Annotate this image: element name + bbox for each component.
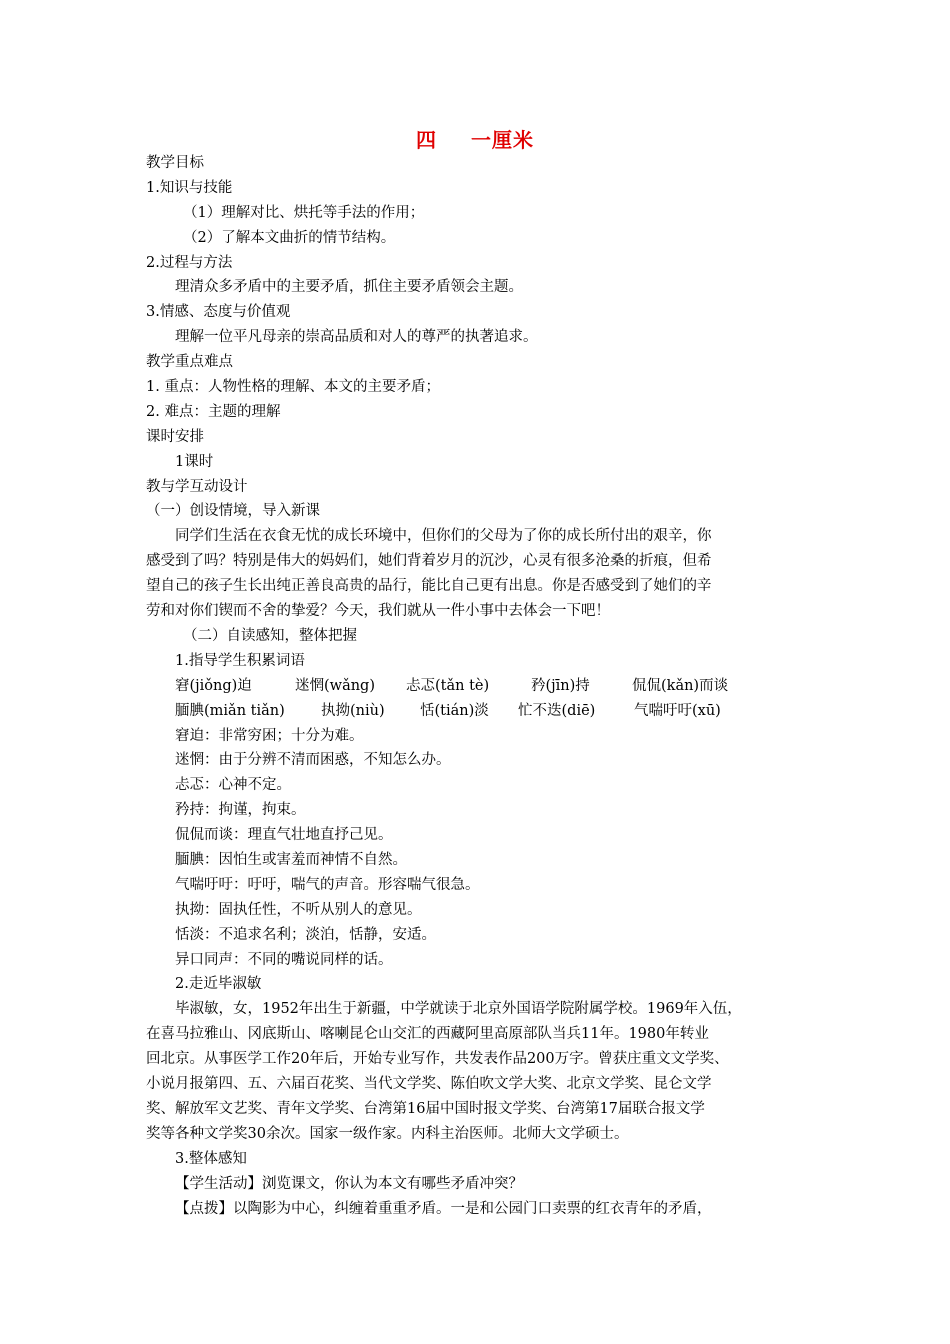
- section-two-heading: （二）自读感知，整体把握: [183, 627, 357, 644]
- vocab-word: 忐忑(tǎn tè): [406, 677, 490, 694]
- vocab-word: 窘(jiǒng)迫: [175, 677, 252, 694]
- definition-item: 矜持：拘谨，拘束。: [175, 802, 306, 819]
- author-line-1: 毕淑敏，女，1952年出生于新疆，中学就读于北京外国语学院附属学校。1969年入伍，: [175, 1001, 742, 1018]
- subheading-emotion: 3.情感、态度与价值观: [146, 304, 291, 321]
- emotion-text: 理解一位平凡母亲的崇高品质和对人的尊严的执著追求。: [175, 329, 538, 346]
- definition-item: 恬淡：不追求名利；淡泊，恬静，安适。: [175, 926, 436, 943]
- heading-objectives: 教学目标: [146, 155, 204, 171]
- process-text: 理清众多矛盾中的主要矛盾，抓住主要矛盾领会主题。: [175, 279, 523, 296]
- title-number: 四: [416, 128, 437, 152]
- definition-item: 窘迫：非常穷困；十分为难。: [175, 727, 364, 744]
- definition-item: 腼腆：因怕生或害羞而神情不自然。: [175, 852, 407, 868]
- document-body: [146, 151, 816, 1221]
- page-title: [0, 124, 950, 153]
- author-line-5: 奖、解放军文艺奖、青年文学奖、台湾第16届中国时报文学奖、台湾第17届联合报文学: [146, 1100, 705, 1117]
- definition-item: 忐忑：心神不定。: [175, 777, 291, 794]
- vocab-word: 恬(tián)淡: [420, 702, 489, 719]
- heading-schedule: 课时安排: [146, 428, 204, 445]
- author-paragraph: [146, 997, 816, 1146]
- overall-heading: 3.整体感知: [175, 1150, 247, 1167]
- heading-key-points: 教学重点难点: [146, 354, 233, 371]
- heading-interaction: 教与学互动设计: [146, 478, 248, 495]
- author-line-2: 在喜马拉雅山、冈底斯山、喀喇昆仑山交汇的西藏阿里高原部队当兵11年。1980年转业: [146, 1026, 709, 1043]
- definition-item: 侃侃而谈：理直气壮地直抒己见。: [175, 827, 393, 844]
- key-point-1: 1. 重点：人物性格的理解、本文的主要矛盾；: [146, 379, 440, 396]
- objective-item-1: （1）理解对比、烘托等手法的作用；: [183, 204, 425, 221]
- vocab-row-2: [146, 699, 816, 724]
- schedule-text: 1课时: [175, 453, 214, 470]
- definition-item: 气喘吁吁：吁吁，喘气的声音。形容喘气很急。: [175, 876, 480, 893]
- vocab-row-1: [146, 674, 816, 699]
- subheading-process: 2.过程与方法: [146, 254, 233, 271]
- vocab-word: 侃侃(kǎn)而谈: [632, 677, 729, 694]
- vocab-word: 腼腆(miǎn tiǎn): [175, 702, 285, 719]
- intro-line-1: 同学们生活在衣食无忧的成长环境中，但你们的父母为了你的成长所付出的艰辛，你: [175, 528, 712, 545]
- vocab-word: 执拗(niù): [321, 702, 385, 719]
- vocab-heading: 1.指导学生积累词语: [175, 652, 305, 669]
- author-line-3: 回北京。从事医学工作20年后，开始专业写作，共发表作品200万字。曾获庄重文文学奖、: [146, 1051, 729, 1068]
- vocab-word: 迷惘(wǎng): [295, 677, 375, 694]
- section-one-heading: （一）创设情境，导入新课: [146, 503, 320, 520]
- key-point-2: 2. 难点：主题的理解: [146, 403, 281, 420]
- definition-item: 迷惘：由于分辨不清而困惑，不知怎么办。: [175, 752, 451, 769]
- definition-item: 异口同声：不同的嘴说同样的话。: [175, 951, 393, 968]
- title-text: 一厘米: [471, 128, 534, 152]
- subheading-knowledge: 1.知识与技能: [146, 179, 233, 196]
- vocab-word: 气喘吁吁(xū): [634, 702, 721, 719]
- author-line-4: 小说月报第四、五、六届百花奖、当代文学奖、陈伯吹文学大奖、北京文学奖、昆仑文学: [146, 1076, 712, 1093]
- definition-item: 执拗：固执任性，不听从别人的意见。: [175, 901, 422, 918]
- intro-paragraph: [146, 524, 816, 624]
- author-line-6: 奖等各种文学奖30余次。国家一级作家。内科主治医师。北师大文学硕士。: [146, 1125, 629, 1142]
- intro-line-2: 感受到了吗？特别是伟大的妈妈们，她们背着岁月的沉沙，心灵有很多沧桑的折痕，但希: [146, 553, 712, 570]
- teacher-guidance: 【点拨】以陶影为中心，纠缠着重重矛盾。一是和公园门口卖票的红衣青年的矛盾，: [175, 1200, 712, 1217]
- vocab-word: 忙不迭(diē): [518, 702, 596, 719]
- author-heading: 2.走近毕淑敏: [175, 976, 262, 993]
- intro-line-4: 劳和对你们锲而不舍的挚爱？今天，我们就从一件小事中去体会一下吧！: [146, 603, 610, 620]
- student-activity: 【学生活动】浏览课文，你认为本文有哪些矛盾冲突？: [175, 1175, 523, 1192]
- intro-line-3: 望自己的孩子生长出纯正善良高贵的品行，能比自己更有出息。你是否感受到了她们的辛: [146, 578, 712, 595]
- objective-item-2: （2）了解本文曲折的情节结构。: [183, 229, 396, 246]
- vocab-word: 矜(jīn)持: [531, 677, 590, 694]
